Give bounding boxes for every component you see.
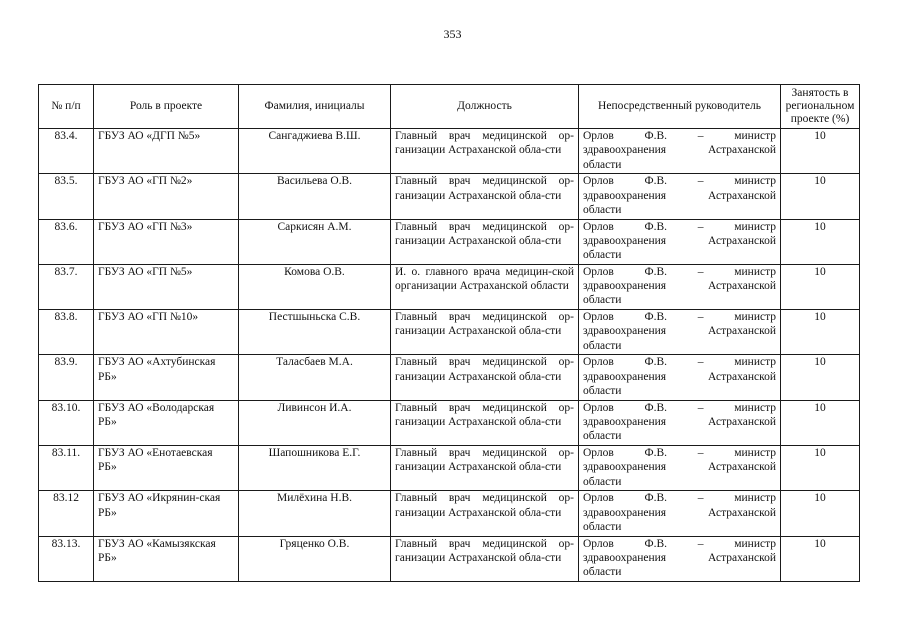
row-supervisor: Орлов Ф.В. – министр здравоохранения Астраханской области bbox=[579, 129, 781, 174]
row-supervisor: Орлов Ф.В. – министр здравоохранения Астраханской области bbox=[579, 310, 781, 355]
row-number: 83.5. bbox=[39, 174, 94, 219]
row-supervisor: Орлов Ф.В. – министр здравоохранения Астраханской области bbox=[579, 400, 781, 445]
row-employment: 10 bbox=[781, 491, 860, 536]
header-name: Фамилия, инициалы bbox=[239, 85, 391, 129]
row-employment: 10 bbox=[781, 400, 860, 445]
row-position: Главный врач медицинской ор-ганизации Астраханской обла-сти bbox=[391, 174, 579, 219]
row-position: Главный врач медицинской ор-ганизации Астраханской обла-сти bbox=[391, 129, 579, 174]
table-row bbox=[39, 491, 860, 536]
row-employment: 10 bbox=[781, 174, 860, 219]
row-name: Шапошникова Е.Г. bbox=[239, 446, 391, 491]
row-position: Главный врач медицинской ор-ганизации Астраханской обла-сти bbox=[391, 310, 579, 355]
row-role: ГБУЗ АО «Камызякская РБ» bbox=[94, 536, 239, 581]
row-number: 83.10. bbox=[39, 400, 94, 445]
table-row bbox=[39, 536, 860, 581]
row-name: Комова О.В. bbox=[239, 264, 391, 309]
table-row bbox=[39, 219, 860, 264]
header-num: № п/п bbox=[39, 85, 94, 129]
row-number: 83.9. bbox=[39, 355, 94, 400]
row-role: ГБУЗ АО «Володарская РБ» bbox=[94, 400, 239, 445]
row-name: Саркисян А.М. bbox=[239, 219, 391, 264]
row-name: Гряценко О.В. bbox=[239, 536, 391, 581]
table-row bbox=[39, 264, 860, 309]
row-employment: 10 bbox=[781, 536, 860, 581]
row-position: И. о. главного врача медицин-ской организации Астраханской области bbox=[391, 264, 579, 309]
row-number: 83.13. bbox=[39, 536, 94, 581]
table-row bbox=[39, 174, 860, 219]
header-supervisor: Непосредственный руководитель bbox=[579, 85, 781, 129]
row-role: ГБУЗ АО «ГП №5» bbox=[94, 264, 239, 309]
row-employment: 10 bbox=[781, 446, 860, 491]
table-row bbox=[39, 129, 860, 174]
row-supervisor: Орлов Ф.В. – министр здравоохранения Астраханской области bbox=[579, 536, 781, 581]
row-number: 83.8. bbox=[39, 310, 94, 355]
table-row bbox=[39, 355, 860, 400]
row-employment: 10 bbox=[781, 219, 860, 264]
row-number: 83.7. bbox=[39, 264, 94, 309]
table-header-row bbox=[39, 85, 860, 129]
project-participants-table bbox=[38, 84, 860, 582]
row-supervisor: Орлов Ф.В. – министр здравоохранения Астраханской области bbox=[579, 446, 781, 491]
row-position: Главный врач медицинской ор-ганизации Астраханской обла-сти bbox=[391, 219, 579, 264]
header-position: Должность bbox=[391, 85, 579, 129]
row-name: Васильева О.В. bbox=[239, 174, 391, 219]
row-role: ГБУЗ АО «ГП №3» bbox=[94, 219, 239, 264]
row-employment: 10 bbox=[781, 355, 860, 400]
page-number: 353 bbox=[443, 27, 462, 41]
row-number: 83.6. bbox=[39, 219, 94, 264]
row-role: ГБУЗ АО «ДГП №5» bbox=[94, 129, 239, 174]
table-row bbox=[39, 400, 860, 445]
row-position: Главный врач медицинской ор-ганизации Астраханской обла-сти bbox=[391, 491, 579, 536]
row-position: Главный врач медицинской ор-ганизации Астраханской обла-сти bbox=[391, 400, 579, 445]
row-position: Главный врач медицинской ор-ганизации Астраханской обла-сти bbox=[391, 446, 579, 491]
row-supervisor: Орлов Ф.В. – министр здравоохранения Астраханской области bbox=[579, 264, 781, 309]
row-employment: 10 bbox=[781, 310, 860, 355]
row-role: ГБУЗ АО «Ахтубинская РБ» bbox=[94, 355, 239, 400]
table-row bbox=[39, 310, 860, 355]
row-number: 83.4. bbox=[39, 129, 94, 174]
row-supervisor: Орлов Ф.В. – министр здравоохранения Астраханской области bbox=[579, 219, 781, 264]
row-employment: 10 bbox=[781, 129, 860, 174]
row-supervisor: Орлов Ф.В. – министр здравоохранения Астраханской области bbox=[579, 174, 781, 219]
row-number: 83.11. bbox=[39, 446, 94, 491]
header-employment: Занятость в региональном проекте (%) bbox=[781, 85, 860, 129]
row-number: 83.12 bbox=[39, 491, 94, 536]
header-role: Роль в проекте bbox=[94, 85, 239, 129]
row-position: Главный врач медицинской ор-ганизации Астраханской обла-сти bbox=[391, 355, 579, 400]
row-employment: 10 bbox=[781, 264, 860, 309]
row-name: Милёхина Н.В. bbox=[239, 491, 391, 536]
row-name: Ливинсон И.А. bbox=[239, 400, 391, 445]
row-role: ГБУЗ АО «Икрянин-ская РБ» bbox=[94, 491, 239, 536]
row-role: ГБУЗ АО «ГП №10» bbox=[94, 310, 239, 355]
row-role: ГБУЗ АО «Енотаевская РБ» bbox=[94, 446, 239, 491]
row-supervisor: Орлов Ф.В. – министр здравоохранения Астраханской области bbox=[579, 355, 781, 400]
table-row bbox=[39, 446, 860, 491]
row-position: Главный врач медицинской ор-ганизации Астраханской обла-сти bbox=[391, 536, 579, 581]
row-role: ГБУЗ АО «ГП №2» bbox=[94, 174, 239, 219]
row-name: Сангаджиева В.Ш. bbox=[239, 129, 391, 174]
row-name: Пестшыньска С.В. bbox=[239, 310, 391, 355]
row-name: Таласбаев М.А. bbox=[239, 355, 391, 400]
row-supervisor: Орлов Ф.В. – министр здравоохранения Астраханской области bbox=[579, 491, 781, 536]
